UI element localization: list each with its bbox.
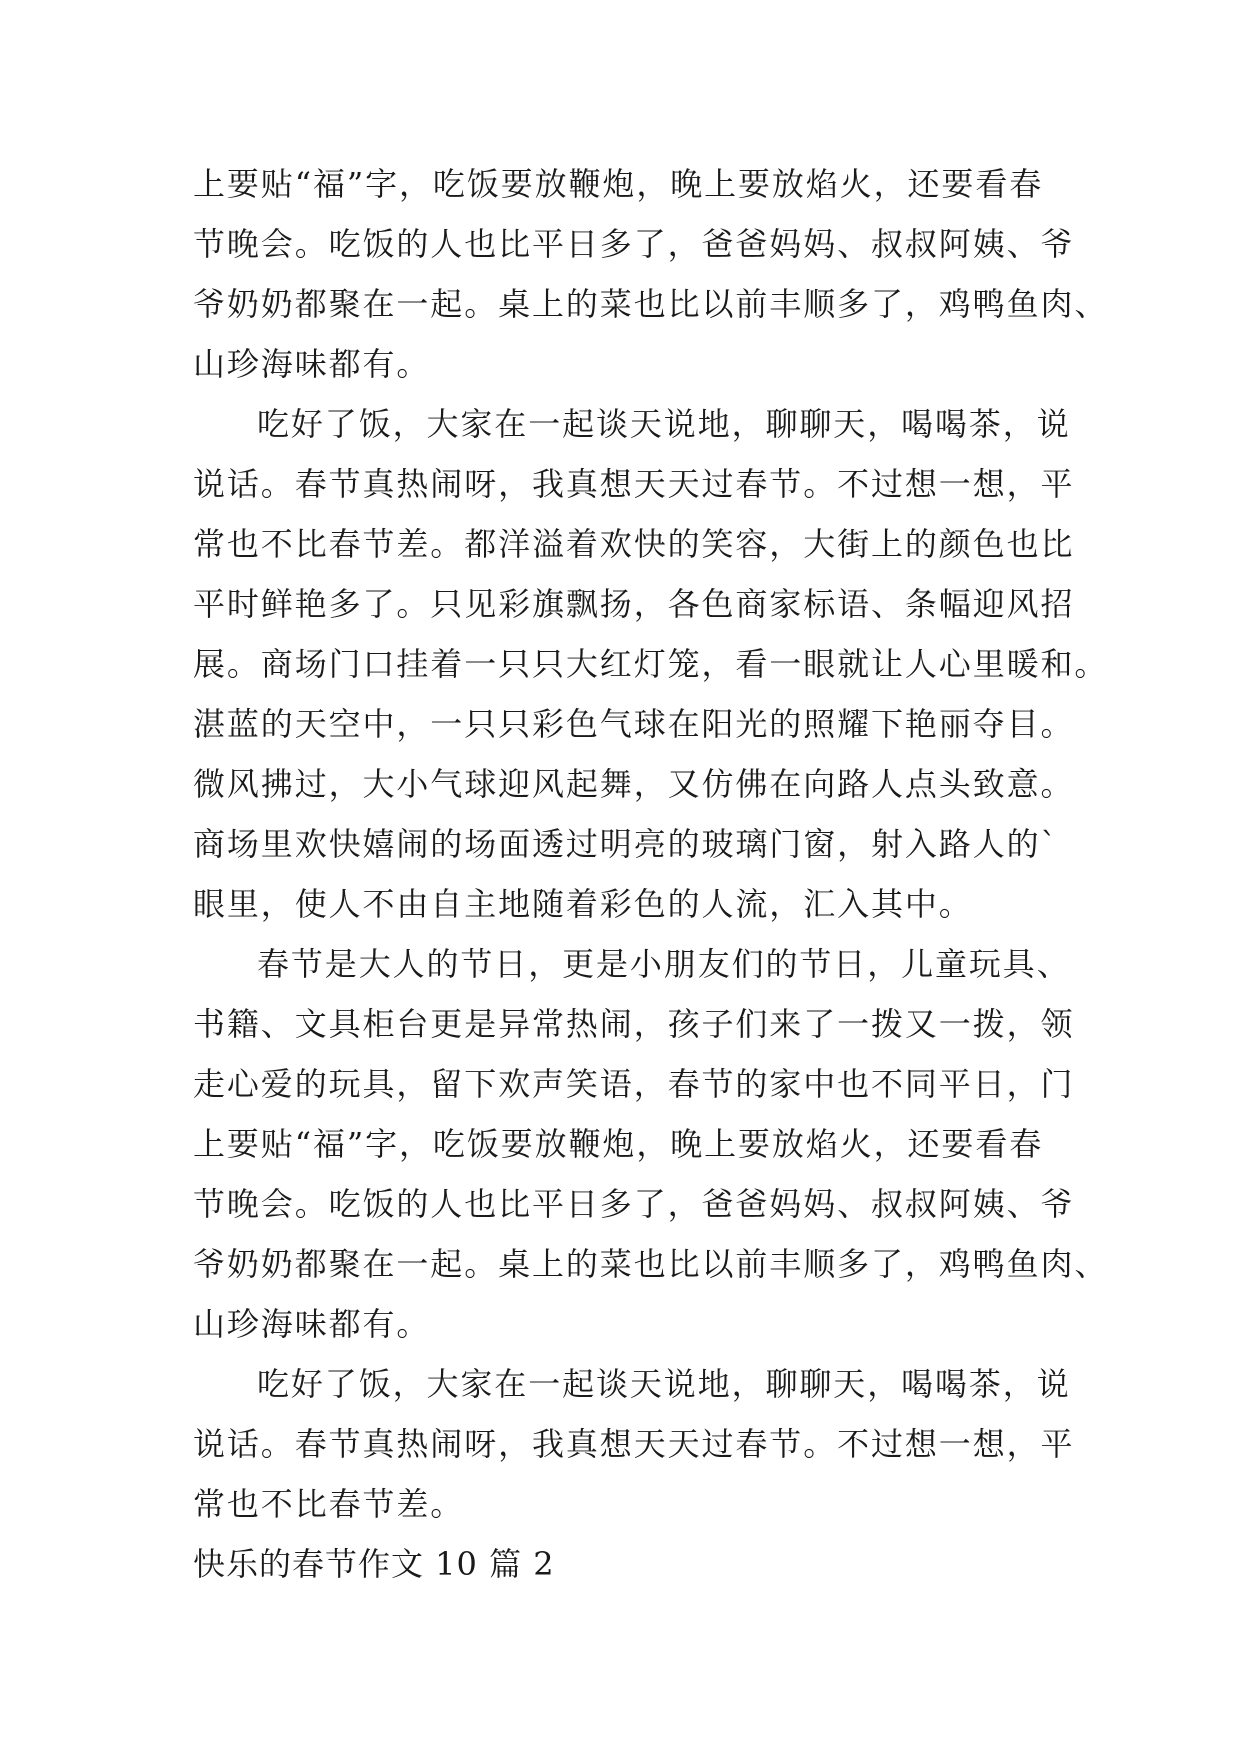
text-line: 爷奶奶都聚在一起。桌上的菜也比以前丰顺多了，鸡鸭鱼肉、 (193, 1245, 1109, 1283)
text-line: 微风拂过，大小气球迎风起舞，又仿佛在向路人点头致意。 (193, 765, 1075, 803)
text-line: 商场里欢快嬉闹的场面透过明亮的玻璃门窗，射入路人的` (193, 825, 1059, 863)
text-line: 上要贴“福”字，吃饭要放鞭炮，晚上要放焰火，还要看春 (193, 1125, 1044, 1163)
paragraph-first-line: 吃好了饭，大家在一起谈天说地，聊聊天，喝喝茶，说 (257, 405, 1071, 443)
paragraph-first-line: 春节是大人的节日，更是小朋友们的节日，儿童玩具、 (257, 945, 1071, 983)
text-line: 山珍海味都有。 (193, 345, 431, 383)
text-line: 说话。春节真热闹呀，我真想天天过春节。不过想一想，平 (193, 1425, 1075, 1463)
text-line: 书籍、文具柜台更是异常热闹，孩子们来了一拨又一拨，领 (193, 1005, 1075, 1043)
text-line: 湛蓝的天空中，一只只彩色气球在阳光的照耀下艳丽夺目。 (193, 705, 1075, 743)
text-line: 上要贴“福”字，吃饭要放鞭炮，晚上要放焰火，还要看春 (193, 165, 1044, 203)
text-line: 说话。春节真热闹呀，我真想天天过春节。不过想一想，平 (193, 465, 1075, 503)
text-line: 山珍海味都有。 (193, 1305, 431, 1343)
text-line: 常也不比春节差。都洋溢着欢快的笑容，大街上的颜色也比 (193, 525, 1075, 563)
text-line: 眼里，使人不由自主地随着彩色的人流，汇入其中。 (193, 885, 973, 923)
text-line: 平时鲜艳多了。只见彩旗飘扬，各色商家标语、条幅迎风招 (193, 585, 1075, 623)
text-line: 节晚会。吃饭的人也比平日多了，爸爸妈妈、叔叔阿姨、爷 (193, 1185, 1075, 1223)
text-line: 节晚会。吃饭的人也比平日多了，爸爸妈妈、叔叔阿姨、爷 (193, 225, 1075, 263)
paragraph-first-line: 吃好了饭，大家在一起谈天说地，聊聊天，喝喝茶，说 (257, 1365, 1071, 1403)
text-line: 走心爱的玩具，留下欢声笑语，春节的家中也不同平日，门 (193, 1065, 1075, 1103)
body-text (193, 154, 1109, 1594)
text-line: 展。商场门口挂着一只只大红灯笼，看一眼就让人心里暖和。 (193, 645, 1109, 683)
text-line: 爷奶奶都聚在一起。桌上的菜也比以前丰顺多了，鸡鸭鱼肉、 (193, 285, 1109, 323)
text-line: 常也不比春节差。 (193, 1485, 465, 1523)
section-title: 快乐的春节作文 10 篇 2 (193, 1545, 555, 1583)
